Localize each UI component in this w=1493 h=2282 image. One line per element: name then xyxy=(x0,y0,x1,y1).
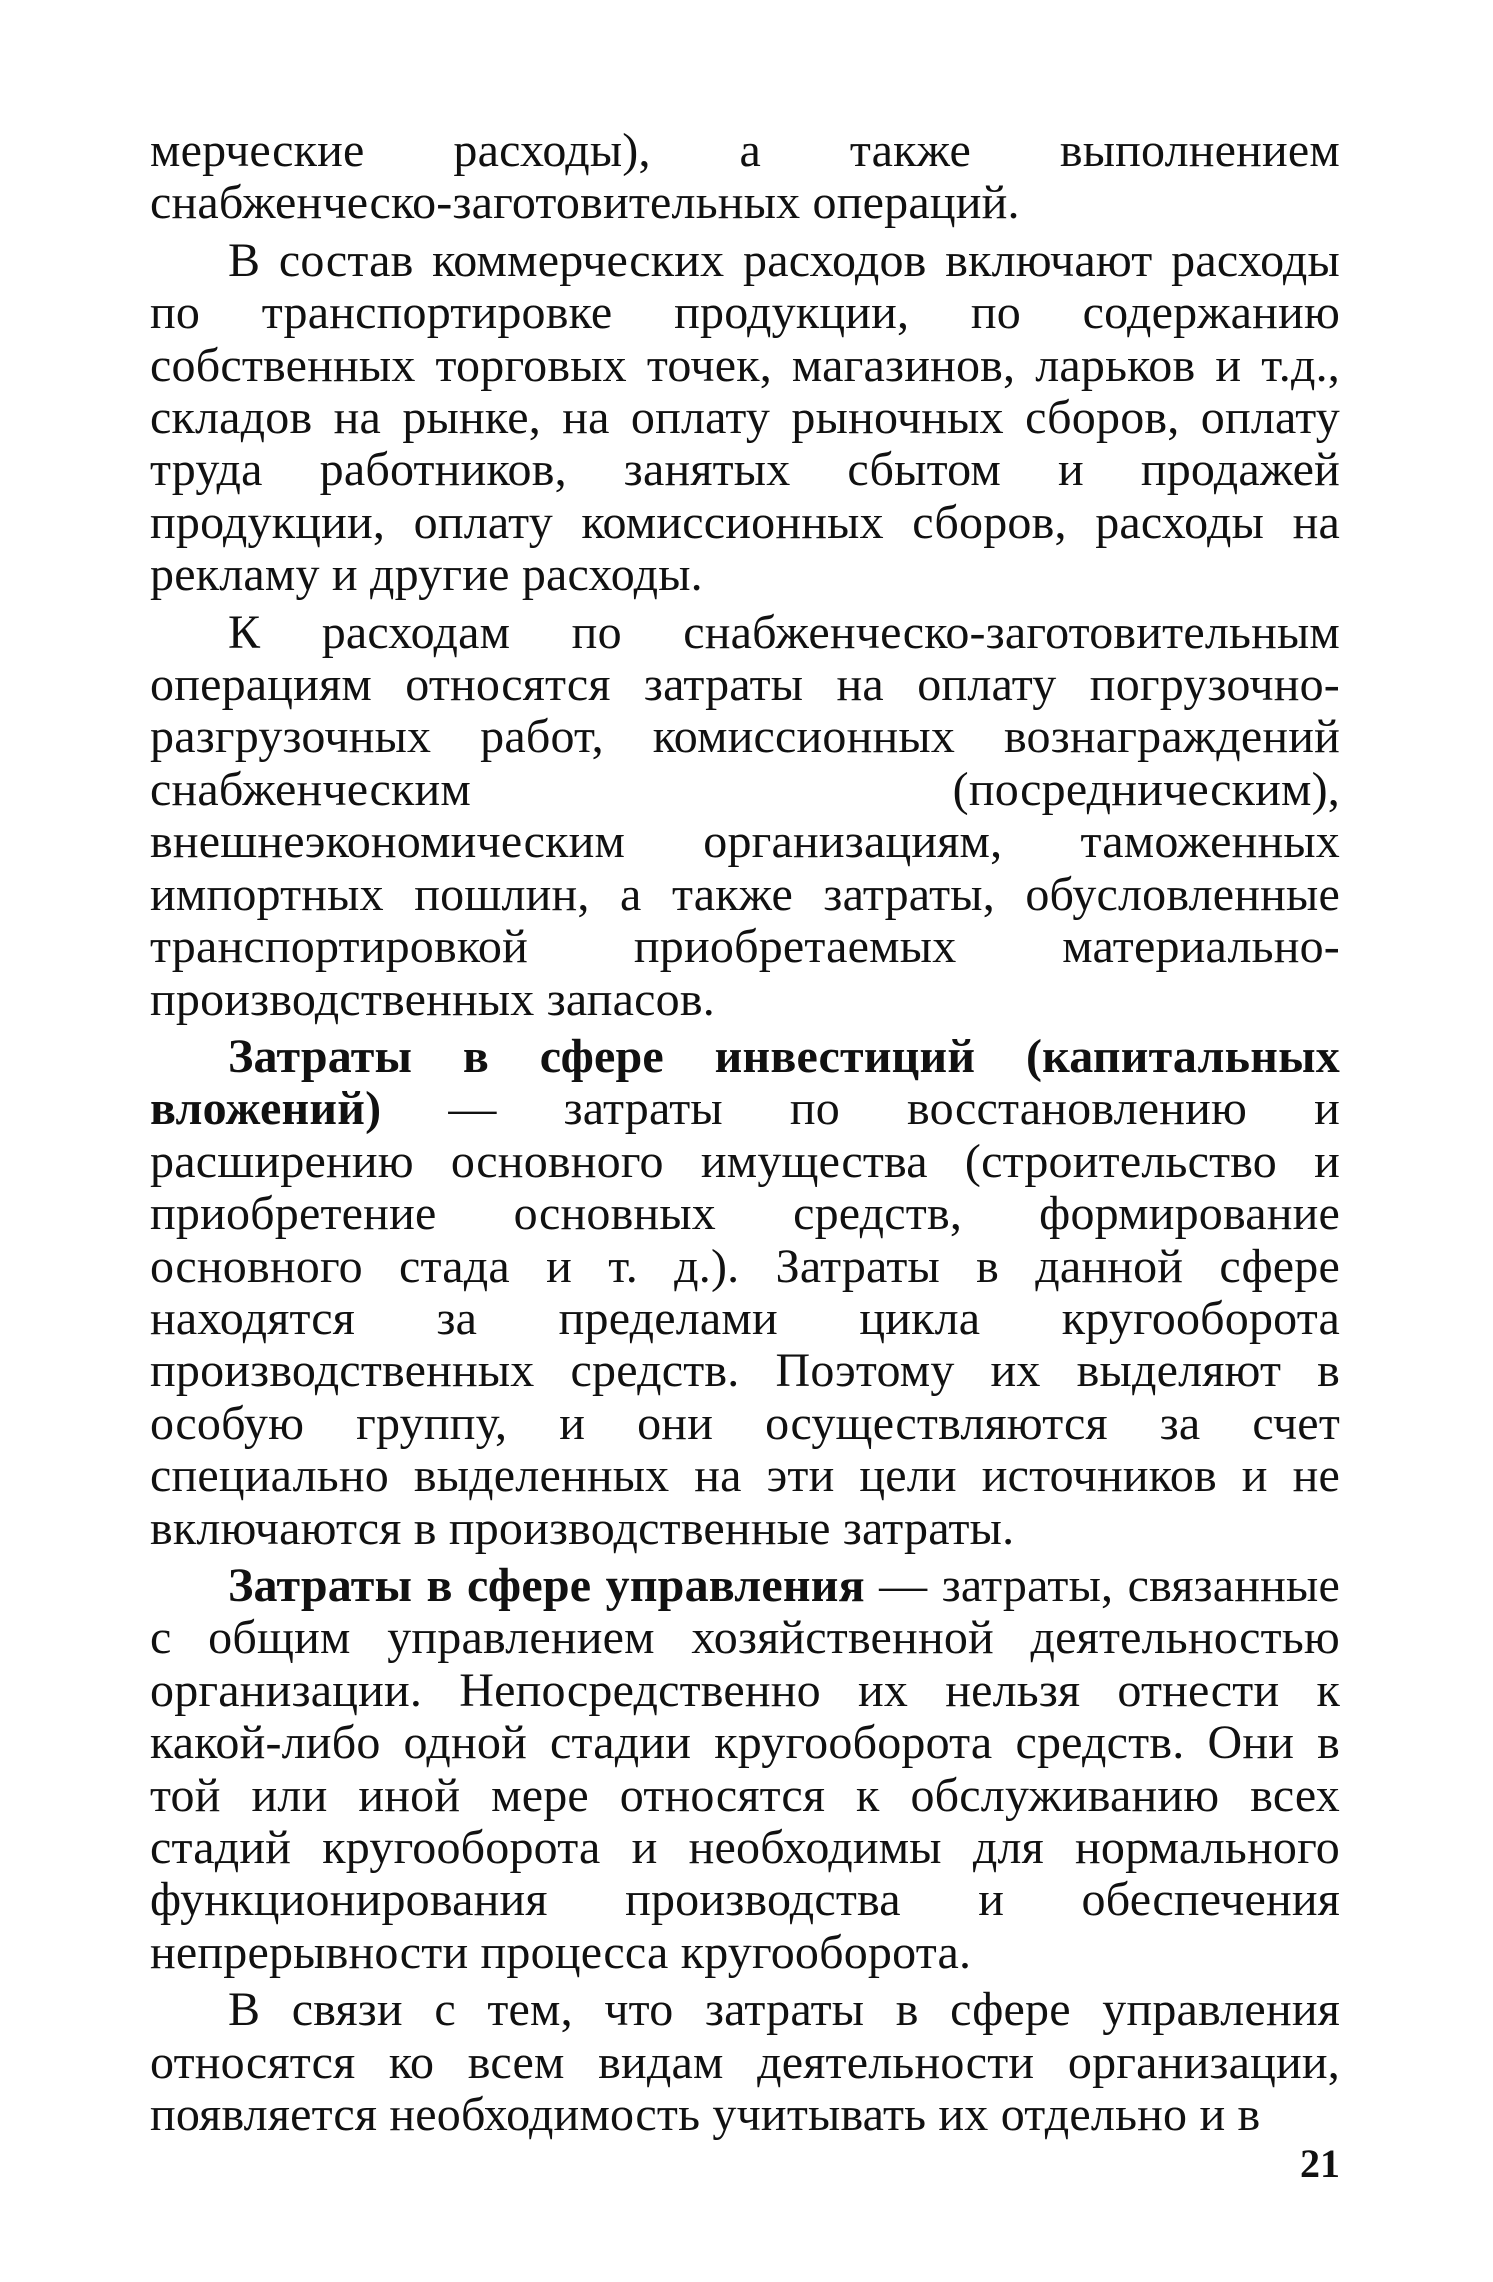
term-investment-costs: Затраты в сфере инвестиций (капитальных вложений) xyxy=(150,1029,1340,1136)
paragraph-procurement-expenses xyxy=(150,607,1340,1026)
page-body xyxy=(150,125,1340,2146)
page-number: 21 xyxy=(1300,2141,1340,2186)
paragraph-text: К расходам по снабженческо-заготовительным операциям относятся затраты на оплату погрузочно-разгрузочных работ, комиссионных вознаграждений снабженческим (посредническим), внешнеэкономическим организациям, таможенных импортных пошлин, а также затраты, обусловленные транспортировкой приобретаемых материально-производственных запасов. xyxy=(150,605,1340,1026)
paragraph-commercial-expenses xyxy=(150,235,1340,602)
paragraph-text: В связи с тем, что затраты в сфере управления относятся ко всем видам деятельности организации, появляется необходимость учитывать их отдельно и в xyxy=(150,1983,1340,2142)
paragraph-text: мерческие расходы), а также выполнением снабженческо-заготовительных операций. xyxy=(150,124,1340,230)
paragraph-text: — затраты по восстановлению и расширению основного имущества (строительство и приобретение основных средств, формирование основного стада и т. д.). Затраты в данной сфере находятся за пределами цикла кругооборота производственных средств. Поэтому их выделяют в особую группу, и они осуществляются за счет специально выделенных на эти цели источников и не включаются в производственные затраты. xyxy=(150,1082,1340,1555)
paragraph-text: — затраты, связанные с общим управлением хозяйственной деятельностью организации. Непосредственно их нельзя отнести к какой-либо одной стадии кругооборота средств. Они в той или иной мере относятся к обслуживанию всех стадий кругооборота и необходимы для нормального функционирования производства и обеспечения непрерывности процесса кругооборота. xyxy=(150,1558,1341,1979)
term-management-costs: Затраты в сфере управления xyxy=(228,1558,865,1612)
paragraph-investment-costs xyxy=(150,1031,1340,1555)
paragraph-management-costs xyxy=(150,1560,1340,1979)
paragraph-continuation xyxy=(150,125,1340,230)
paragraph-management-accounting xyxy=(150,1984,1340,2141)
paragraph-text: В состав коммерческих расходов включают расходы по транспортировке продукции, по содержанию собственных торговых точек, магазинов, ларьков и т.д., складов на рынке, на оплату рыночных сборов, оплату труда работников, занятых сбытом и продажей продукции, оплату комиссионных сборов, расходы на рекламу и другие расходы. xyxy=(150,233,1340,602)
